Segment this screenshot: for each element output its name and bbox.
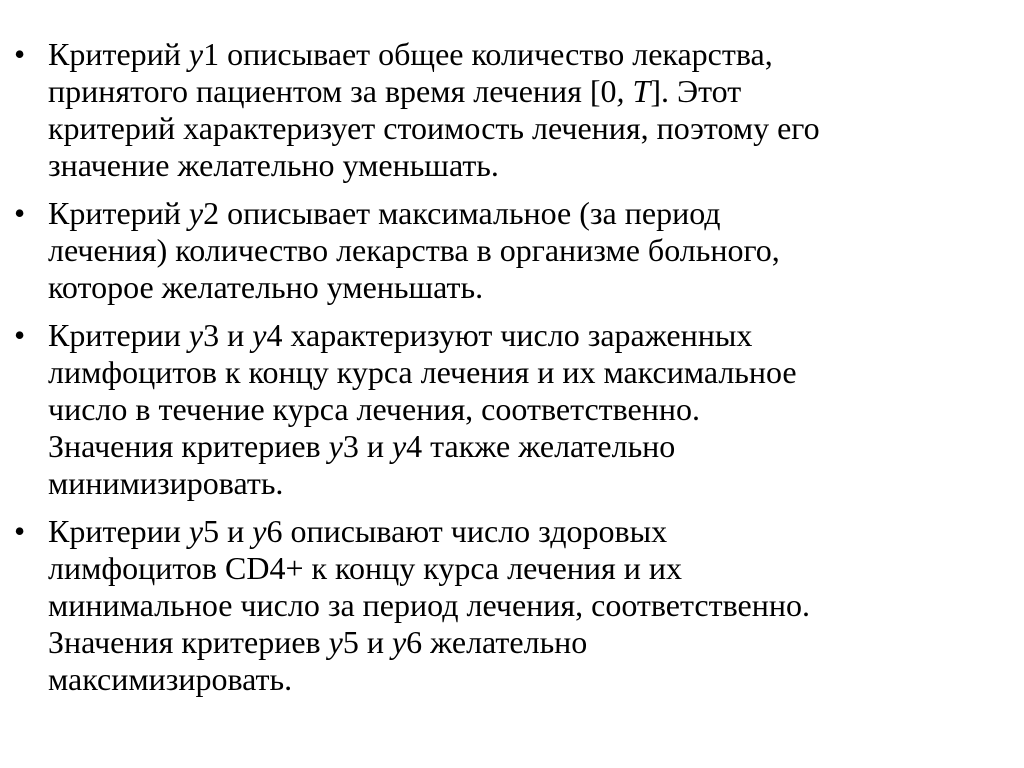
text-line: принятого пациентом за время лечения [0, T]. Этот: [48, 73, 742, 109]
text-line: Критерии y5 и y6 описывают число здоровых: [48, 513, 668, 549]
text-line: которое желательно уменьшать.: [48, 269, 484, 305]
text-line: Критерии y3 и y4 характеризуют число зараженных: [48, 317, 753, 353]
text-line: критерий характеризует стоимость лечения, поэтому его: [48, 110, 820, 146]
text-line: значение желательно уменьшать.: [48, 147, 499, 183]
text-line: число в течение курса лечения, соответственно.: [48, 391, 700, 427]
text-line: минимальное число за период лечения, соответственно.: [48, 587, 810, 623]
bullet-icon: •: [14, 513, 26, 549]
text-line: лимфоцитов CD4+ к концу курса лечения и их: [48, 550, 682, 586]
text-line: Критерий y1 описывает общее количество лекарства,: [48, 36, 773, 72]
bullet-icon: •: [14, 317, 26, 353]
text-line: лечения) количество лекарства в организме больного,: [48, 232, 780, 268]
text-line: Значения критериев y3 и y4 также желательно: [48, 428, 676, 464]
text-line: Критерий y2 описывает максимальное (за период: [48, 195, 721, 231]
text-line: минимизировать.: [48, 465, 284, 501]
text-line: Значения критериев y5 и y6 желательно: [48, 624, 588, 660]
bullet-icon: •: [14, 195, 26, 231]
text-line: максимизировать.: [48, 661, 293, 697]
bullet-item-y5-y6: [12, 513, 1012, 698]
bullet-item-y2: [12, 195, 1012, 306]
bullet-item-y3-y4: [12, 317, 1012, 502]
text-line: лимфоцитов к концу курса лечения и их максимальное: [48, 354, 797, 390]
bullet-item-y1: [12, 36, 1012, 184]
bullet-list: [12, 36, 1012, 709]
bullet-icon: •: [14, 36, 26, 72]
